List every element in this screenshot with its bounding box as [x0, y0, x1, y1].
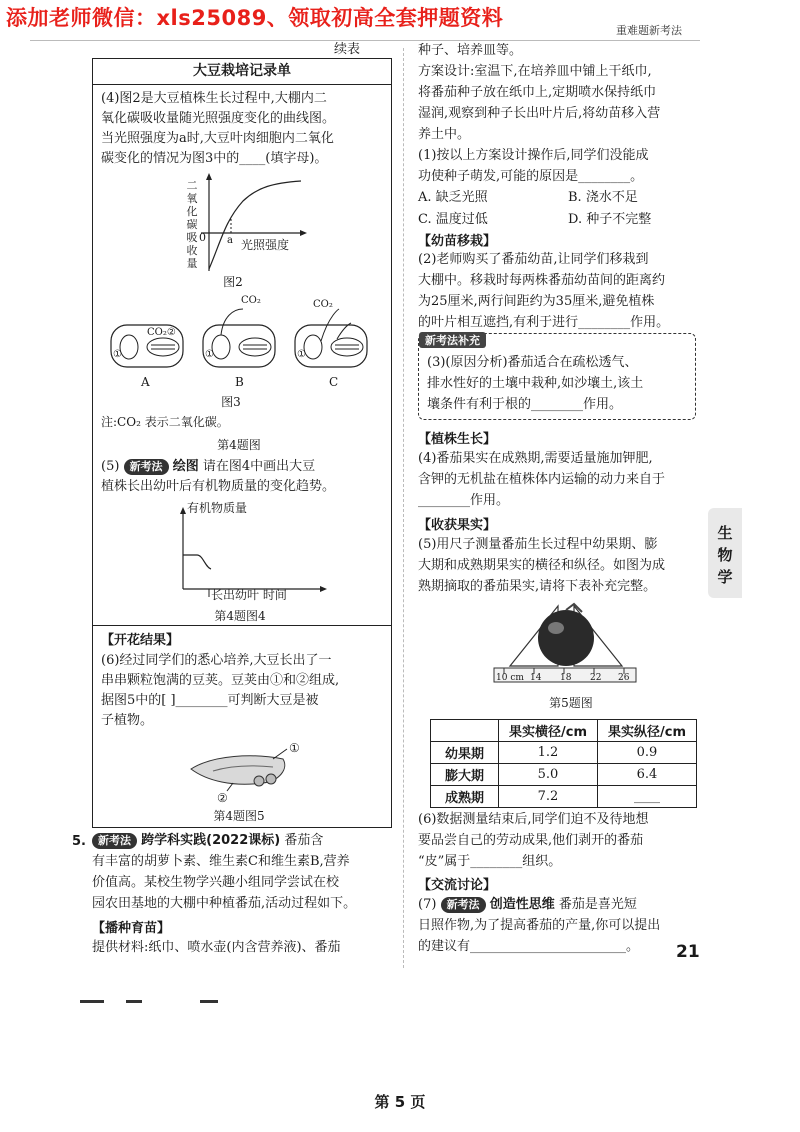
q6r-line: 要品尝自己的劳动成果,他们剥开的番茄 — [418, 833, 644, 848]
q4-line: 氧化碳吸收量随光照强度变化的曲线图。 — [101, 111, 336, 126]
q7-line: 番茄是喜光短 — [558, 897, 637, 912]
q5-left — [101, 457, 386, 497]
q6r-line: (6)数据测量结束后,同学们迫不及待地想 — [418, 812, 649, 827]
ruler-tick: 18 — [560, 673, 572, 683]
r-line: 湿润,观察到种子长出叶片后,将幼苗移入营 — [418, 106, 661, 121]
ruler-tick: 14 — [530, 673, 542, 683]
q5b-line: 园农田基地的大棚中种植番茄,活动过程如下。 — [92, 896, 357, 911]
ruler-tick: 10 cm — [496, 673, 524, 683]
subject-side-tab — [708, 508, 742, 598]
q6-line: (6)经过同学们的悉心培养,大豆长出了一 — [101, 653, 332, 668]
section-grow: 【植株生长】 — [418, 432, 497, 447]
r-line: 种子、培养皿等。 — [418, 43, 523, 58]
section-sow: 【播种育苗】 — [92, 921, 171, 936]
fig4-curve — [183, 555, 211, 569]
fig3-label-b: B — [235, 375, 244, 389]
new-method-badge: 新考法 — [92, 833, 137, 849]
table-cell: 幼果期 — [431, 742, 499, 764]
q5-line: 植株长出幼叶后有机物质量的变化趋势。 — [101, 479, 336, 494]
supplement-box — [418, 333, 696, 420]
new-method-badge: 新考法 — [124, 459, 169, 475]
fig3-label-c: C — [329, 375, 339, 389]
fig2-ylabel: 二氧化碳吸收量 — [186, 179, 198, 270]
tally-mark — [126, 1000, 142, 1003]
fig4-xlabel: 长出幼叶 时间 — [211, 588, 287, 602]
ruler-tick: 22 — [590, 673, 602, 683]
fig3-circle-b: ① — [205, 349, 214, 360]
fig2-a-mark: a — [227, 235, 233, 246]
q6r-text — [418, 809, 708, 872]
tally-mark — [80, 1000, 104, 1003]
section-transplant: 【幼苗移栽】 — [418, 234, 497, 249]
fig2-caption: 图2 — [223, 275, 243, 289]
panel-title: 大豆栽培记录单 — [93, 59, 391, 85]
co2-note: 注:CO₂ 表示二氧化碳。 — [101, 415, 229, 429]
table-header: 果实横径/cm — [499, 720, 598, 742]
new-method-badge: 新考法 — [441, 897, 486, 913]
materials-line: 提供材料:纸巾、喷水壶(内含营养液)、番茄 — [92, 940, 341, 955]
page-footer: 第 5 页 — [374, 1093, 426, 1111]
q3-line: 排水性好的土壤中栽种,如沙壤土,该土 — [427, 376, 644, 391]
q3-line: 壤条件有利于根的________作用。 — [427, 397, 623, 412]
fig5r-caption: 第5题图 — [549, 696, 593, 710]
r-line: 将番茄种子放在纸巾上,定期喷水保持纸巾 — [418, 85, 657, 100]
fig2-y-arrow — [206, 173, 212, 180]
figure-5-pod — [183, 735, 303, 801]
q4-text — [101, 89, 335, 169]
continued-label: 续表 — [334, 42, 361, 57]
option-a: A. 缺乏光照 — [418, 190, 488, 205]
fruit-size-table — [430, 719, 697, 808]
table-cell: 7.2 — [499, 786, 598, 808]
table-cell: 成熟期 — [431, 786, 499, 808]
table-header: 果实纵径/cm — [598, 720, 697, 742]
table-row — [431, 786, 697, 808]
q4r-line: (4)番茄果实在成熟期,需要适量施加钾肥, — [418, 451, 653, 466]
q3-text — [427, 352, 643, 415]
table-cell: 0.9 — [598, 742, 697, 764]
header-tag: 重难题新考法 — [616, 24, 682, 37]
q5-prefix: (5) — [101, 459, 120, 474]
q4-line: (4)图2是大豆植株生长过程中,大棚内二 — [101, 91, 327, 106]
q6-line: 串串颗粒饱满的豆荚。豆荚由①和②组成, — [101, 673, 340, 688]
q5r-line: (5)用尺子测量番茄生长过程中幼果期、膨 — [418, 537, 658, 552]
section-discuss: 【交流讨论】 — [418, 878, 497, 893]
r-line: 方案设计:室温下,在培养皿中铺上干纸巾, — [418, 64, 652, 79]
table-cell: 1.2 — [499, 742, 598, 764]
fig3-caption: 图3 — [221, 395, 241, 409]
fig5-caption: 第4题图5 — [213, 809, 265, 823]
q7-line: 的建议有________________________。 — [418, 939, 640, 954]
q7-line: 日照作物,为了提高番茄的产量,你可以提出 — [418, 918, 661, 933]
right-top-text — [418, 40, 708, 187]
option-b: B. 浇水不足 — [568, 190, 638, 205]
q2-line: 的叶片相互遮挡,有利于进行________作用。 — [418, 315, 670, 330]
supplement-tag: 新考法补充 — [419, 332, 486, 348]
table-cell: 膨大期 — [431, 764, 499, 786]
q6-text — [101, 651, 339, 731]
option-d: D. 种子不完整 — [568, 212, 652, 227]
q4r-line: ________作用。 — [418, 493, 510, 508]
fig4-set-caption: 第4题图 — [217, 438, 261, 452]
q4-line: 碳变化的情况为图3中的____(填字母)。 — [101, 151, 328, 166]
table-cell: 5.0 — [499, 764, 598, 786]
panel-divider — [93, 625, 391, 626]
figure-2-graph — [173, 171, 353, 281]
table-corner — [431, 720, 499, 742]
table-row — [431, 764, 697, 786]
fig5-c1: ① — [289, 741, 300, 755]
section-flower: 【开花结果】 — [101, 633, 180, 648]
fig4-ylabel: 有机物质量 — [187, 501, 248, 515]
tomato-fruit — [538, 610, 594, 666]
q7-text: (7) 新考法 创造性思维 番茄是喜光短 日照作物,为了提高番茄的产量,你可以提出 的建议有________________________。 — [418, 897, 661, 954]
fig2-curve — [209, 181, 301, 269]
table-cell: 6.4 — [598, 764, 697, 786]
side-tab-text: 生物学 — [717, 524, 733, 586]
fig5-c2: ② — [217, 791, 228, 805]
option-c: C. 温度过低 — [418, 212, 488, 227]
r-line: 功使种子萌发,可能的原因是________。 — [418, 169, 644, 184]
fig4-caption: 第4题图4 — [214, 609, 266, 623]
watermark-banner: 添加老师微信：xls25089、领取初高全套押题资料 — [6, 6, 504, 30]
fig3-circle-a: ① — [113, 349, 122, 360]
fig3-circle-c: ① — [297, 349, 306, 360]
fig2-xlabel: 光照强度 — [241, 238, 290, 252]
q5b-text — [92, 830, 392, 914]
question-5-number: 5. — [72, 834, 86, 849]
q4r-text — [418, 448, 708, 511]
q5b-line: 番茄含 — [284, 833, 324, 848]
q5r-line: 大期和成熟期果实的横径和纵径。如图为成 — [418, 558, 666, 573]
fig3-co2-c: CO₂ — [313, 299, 333, 310]
q5b-line: 有丰富的胡萝卜素、维生素C和维生素B,营养 — [92, 854, 350, 869]
fig3-label-a: A — [141, 375, 150, 389]
r-line: (1)按以上方案设计操作后,同学们没能成 — [418, 148, 649, 163]
q5r-text — [418, 534, 708, 597]
r-line: 养土中。 — [418, 127, 471, 142]
q2-text — [418, 249, 708, 333]
q4r-line: 含钾的无机盐在植株体内运输的动力来自于 — [418, 472, 666, 487]
q5-tag: 绘图 — [172, 459, 199, 474]
q2-line: 为25厘米,两行间距约为35厘米,避免植株 — [418, 294, 655, 309]
q5b-tag: 跨学科实践(2022课标) — [141, 833, 281, 848]
fig2-x-arrow — [300, 230, 307, 236]
q5b-line: 价值高。某校生物学兴趣小组同学尝试在校 — [92, 875, 340, 890]
q4-line: 当光照强度为a时,大豆叶肉细胞内二氧化 — [101, 131, 334, 146]
fig3-co2-a: CO₂② — [147, 327, 176, 338]
fig2-origin: 0 — [199, 231, 206, 244]
q6-line: 据图5中的[ ]________可判断大豆是被 — [101, 693, 319, 708]
page-number: 21 — [676, 942, 700, 962]
table-header-row — [431, 720, 697, 742]
q6r-line: “皮”属于________组织。 — [418, 854, 562, 869]
ruler-tick: 26 — [618, 673, 630, 683]
fig3-co2-b: CO₂ — [241, 295, 261, 306]
tally-mark — [200, 1000, 218, 1003]
q7-tag: 创造性思维 — [489, 897, 555, 912]
q2-line: 大棚中。移栽时每两株番茄幼苗间的距离约 — [418, 273, 666, 288]
column-divider — [403, 48, 404, 968]
q3-line: (3)(原因分析)番茄适合在疏松透气、 — [427, 355, 638, 370]
q6-line: 子植物。 — [101, 713, 154, 728]
q2-line: (2)老师购买了番茄幼苗,让同学们移栽到 — [418, 252, 649, 267]
section-harvest: 【收获果实】 — [418, 518, 497, 533]
table-cell: ____ — [598, 786, 697, 808]
record-panel — [92, 58, 392, 828]
q5-line: 请在图4中画出大豆 — [202, 459, 316, 474]
q5r-line: 熟期摘取的番茄果实,请将下表补充完整。 — [418, 579, 657, 594]
table-row — [431, 742, 697, 764]
